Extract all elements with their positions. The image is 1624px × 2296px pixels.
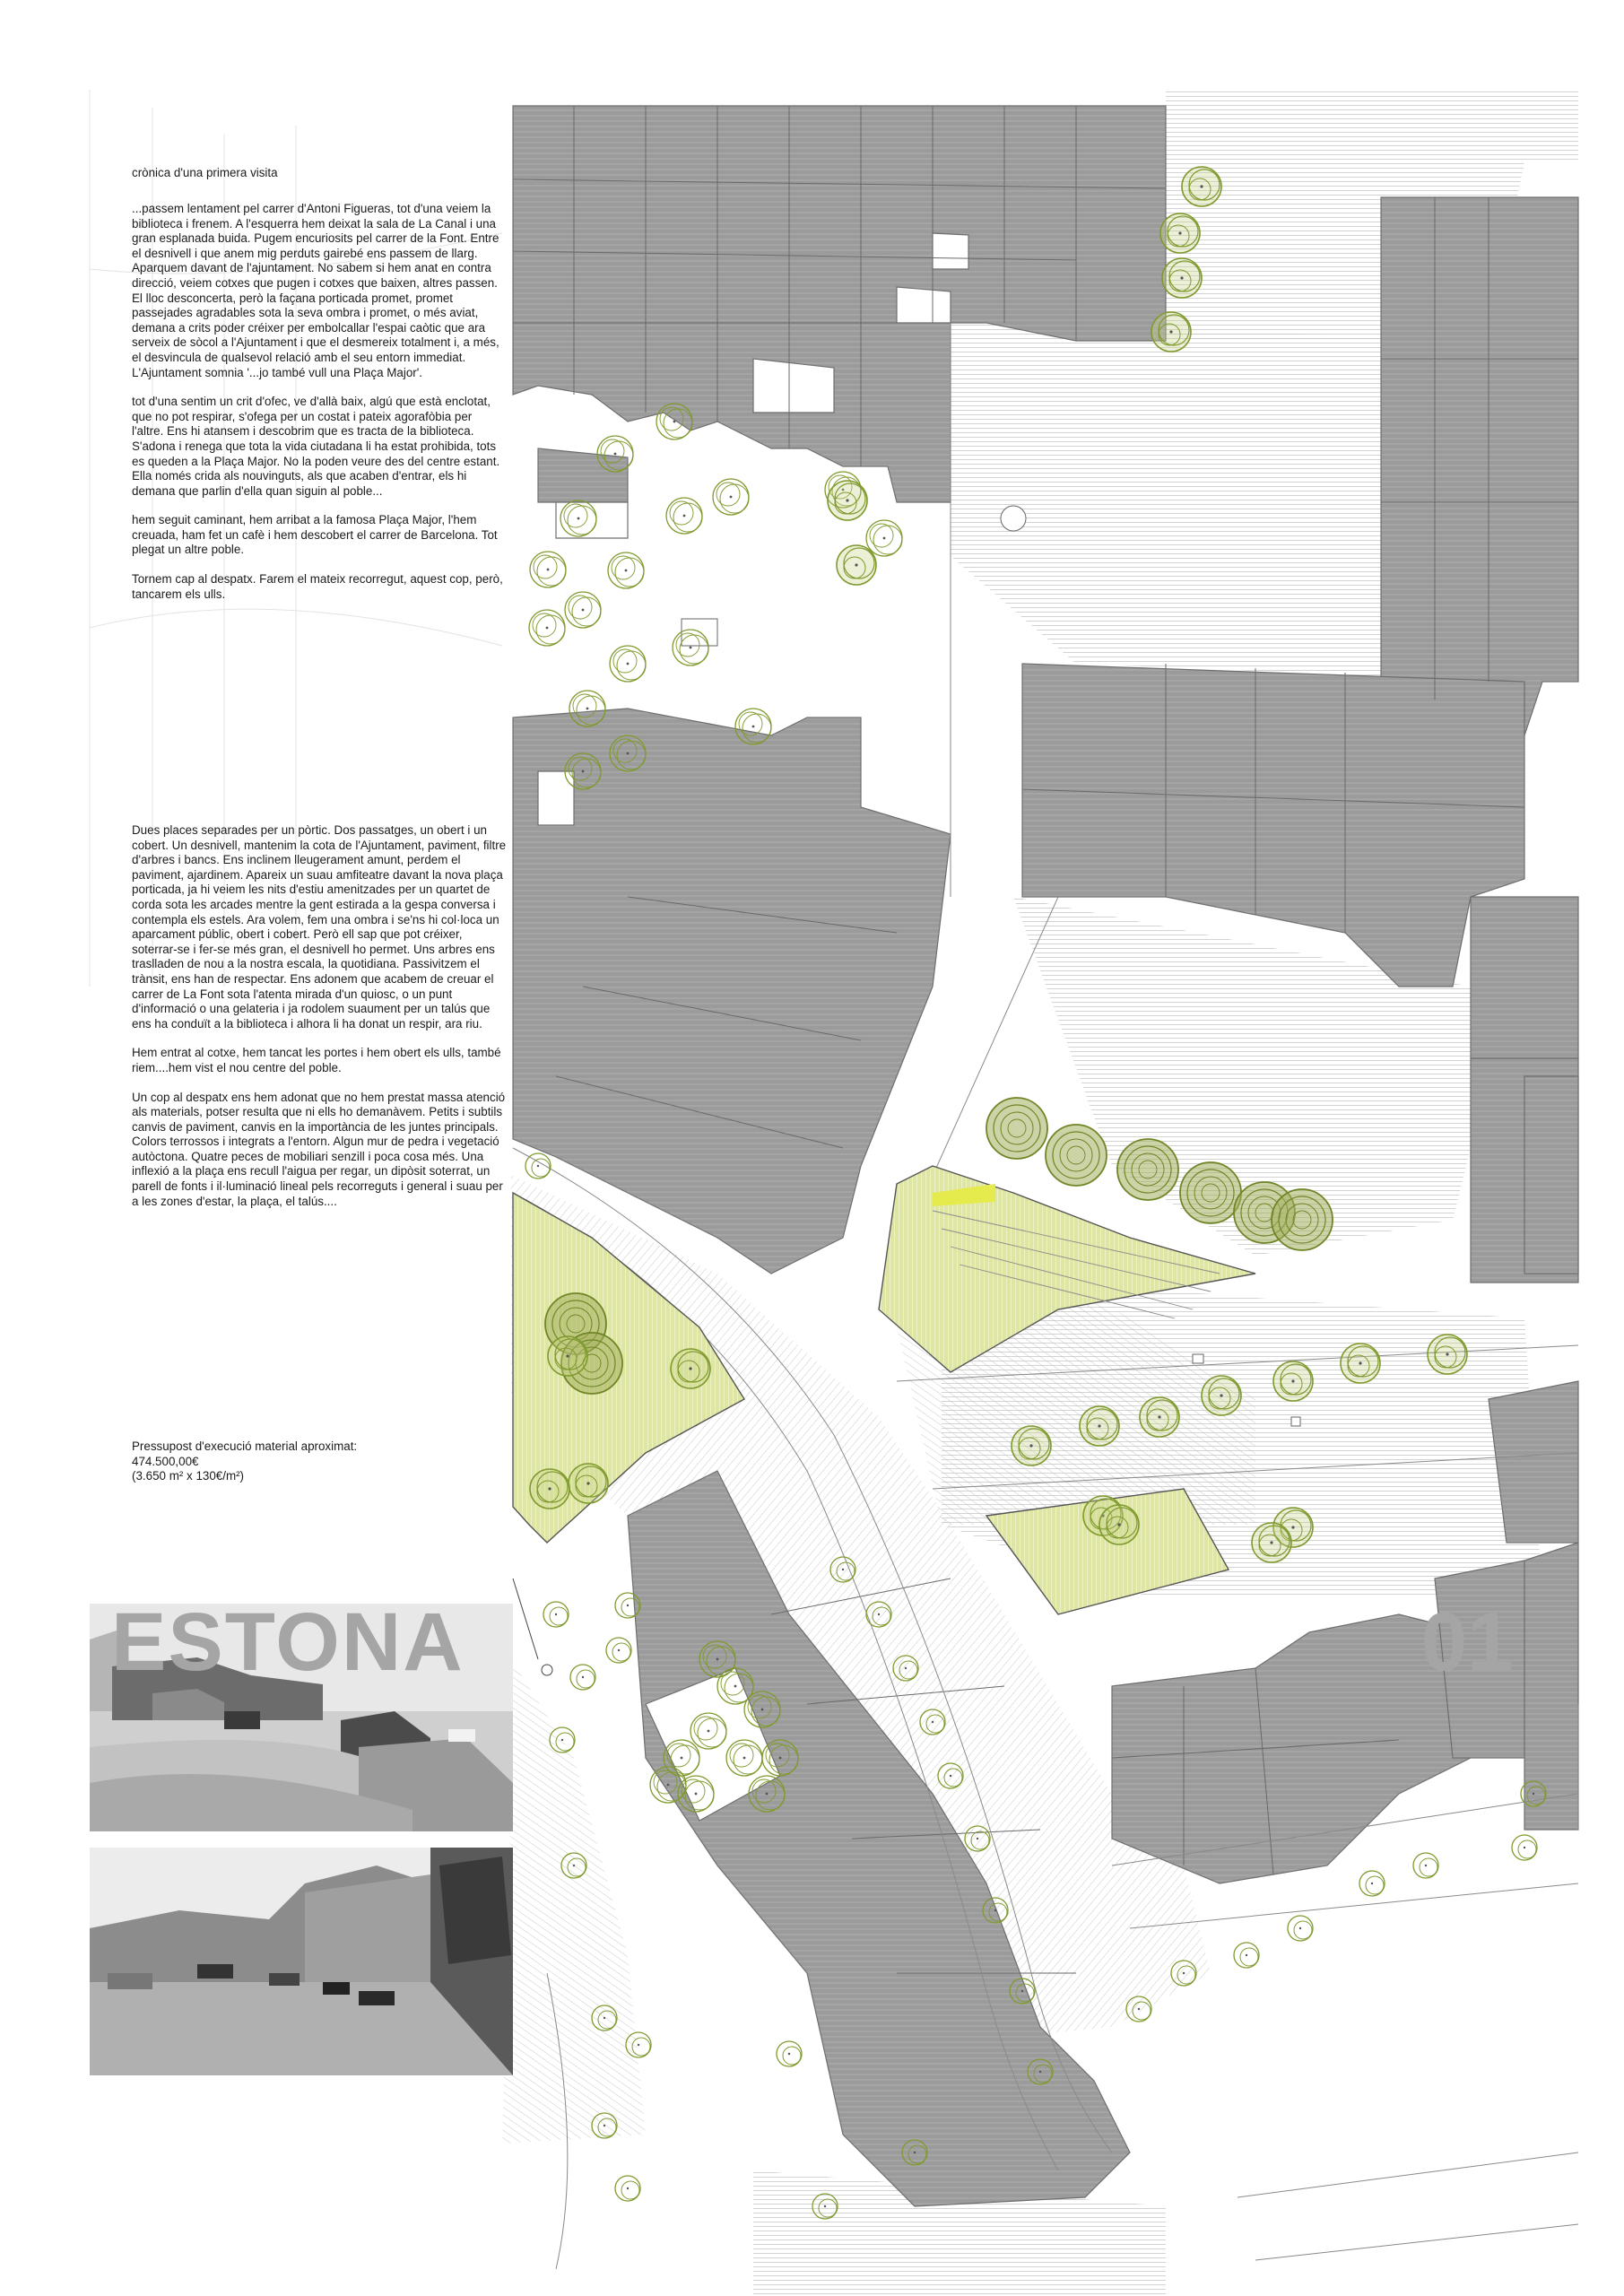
site-photo-2	[90, 1848, 513, 2075]
budget-calculation: (3.650 m² x 130€/m²)	[132, 1469, 245, 1483]
paragraph: Hem entrat al cotxe, hem tancat les portes i hem obert els ulls, també riem....hem vist el nou centre del poble.	[132, 1046, 501, 1074]
budget-amount: 474.500,00€	[132, 1454, 199, 1468]
budget-block	[132, 1439, 507, 1484]
narrative-text-first	[132, 202, 507, 616]
budget-label: Pressupost d'execució material aproximat:	[132, 1439, 358, 1453]
narrative-text-second	[132, 823, 507, 1223]
paragraph: Un cop al despatx ens hem adonat que no hem prestat massa atenció als materials, potser resulta que ni ells ho demanàvem. Petits i subtils canvis de paviment, canvis en la importància de les juntes principals. Colors terrossos i integrats a l'entorn. Algun mur de pedra i vegetació autòctona. Quatre peces de mobiliari senzill i poca cosa més. Una inflexió a la plaça ens recull l'aigua per regar, un dipòsit soterrat, un parell de fonts i il·luminació lineal pels recorreguts i general i suau per a les zones d'estar, la plaça, el talús....	[132, 1090, 506, 1208]
section-heading: crònica d'una primera visita	[132, 166, 278, 179]
paragraph: tot d'una sentim un crit d'ofec, ve d'allà baix, algú que està enclotat, que no pot respirar, s'ofega per un costat i pateix agorafòbia per l'altre. Ens hi atansem i descobrim que es tracta de la biblioteca. S'adona i renega que tota la vida ciutadana li ha estat prohibida, tots es queden a la Plaça Major. No la poden veure des del centre estant. Ella només crida als nouvinguts, als que acaben d'entrar, els hi demana que parlin d'ella quan siguin al poble...	[132, 395, 500, 498]
north-marker	[513, 1578, 552, 1675]
project-title: ESTONA	[111, 1596, 465, 1688]
paragraph: Tornem cap al despatx. Farem el mateix recorregut, aquest cop, però, tancarem els ulls.	[132, 572, 503, 601]
paragraph: hem seguit caminant, hem arribat a la famosa Plaça Major, l'hem creuada, ham fet un cafè i hem descobert el carrer de Barcelona. Tot plegat un altre poble.	[132, 513, 498, 557]
paragraph: Dues places separades per un pòrtic. Dos passatges, un obert i un cobert. Un desnivell, mantenim la cota de l'Ajuntament, paviment, filtre d'arbres i bancs. Ens inclinem lleugerament amunt, perdem el paviment, ajardinem. Apareix un suau amfiteatre davant la nova plaça porticada, ja hi veiem les nits d'estiu amenitzades per un quartet de corda sota les arcades mentre la gent estirada a la gespa conversa i contempla els estels. Ara volem, fem una ombra i se'ns hi col·loca un aparcament públic, obert i cobert. Però ell sap que pot créixer, soterrar-se i fer-se més gran, el desnivell ho permet. Uns arbres ens traslladen de nou a la nostra escala, la quotidiana. Passivitzem el trànsit, ens han de respectar. Ens adonem que acabem de creuar el carrer de La Font sota l'atenta mirada d'un quiosc, o un punt d'informació o una gelateria i ja rodolem suaument per un talús que ens ha conduït a la biblioteca i alhora li ha donat un respir, ara riu.	[132, 823, 507, 1031]
sheet-number: 01	[1421, 1596, 1514, 1688]
paragraph: ...passem lentament pel carrer d'Antoni Figueras, tot d'una veiem la biblioteca i frenem. A l'esquerra hem deixat la sala de La Canal i una gran esplanada buida. Pugem encuriosits pel carrer de la Font. Entre el desnivell i que anem mig perduts gairebé ens passem de llarg. Aparquem davant de l'ajuntament. No sabem si hem anat en contra direcció, veiem cotxes que pugen i cotxes que baixen, altres passen. El lloc desconcerta, però la façana porticada promet, promet passejades agradables sota la seva ombra i promet, o més aviat, demana a crits poder créixer per embolcallar l'espai caòtic que ara serveix de sòcol a l'Ajuntament i que el desmereix totalment i, a més, el desvincula de qualsevol relació amb el seu entorn immediat. L'Ajuntament somnia '...jo també vull una Plaça Major'.	[132, 202, 499, 379]
